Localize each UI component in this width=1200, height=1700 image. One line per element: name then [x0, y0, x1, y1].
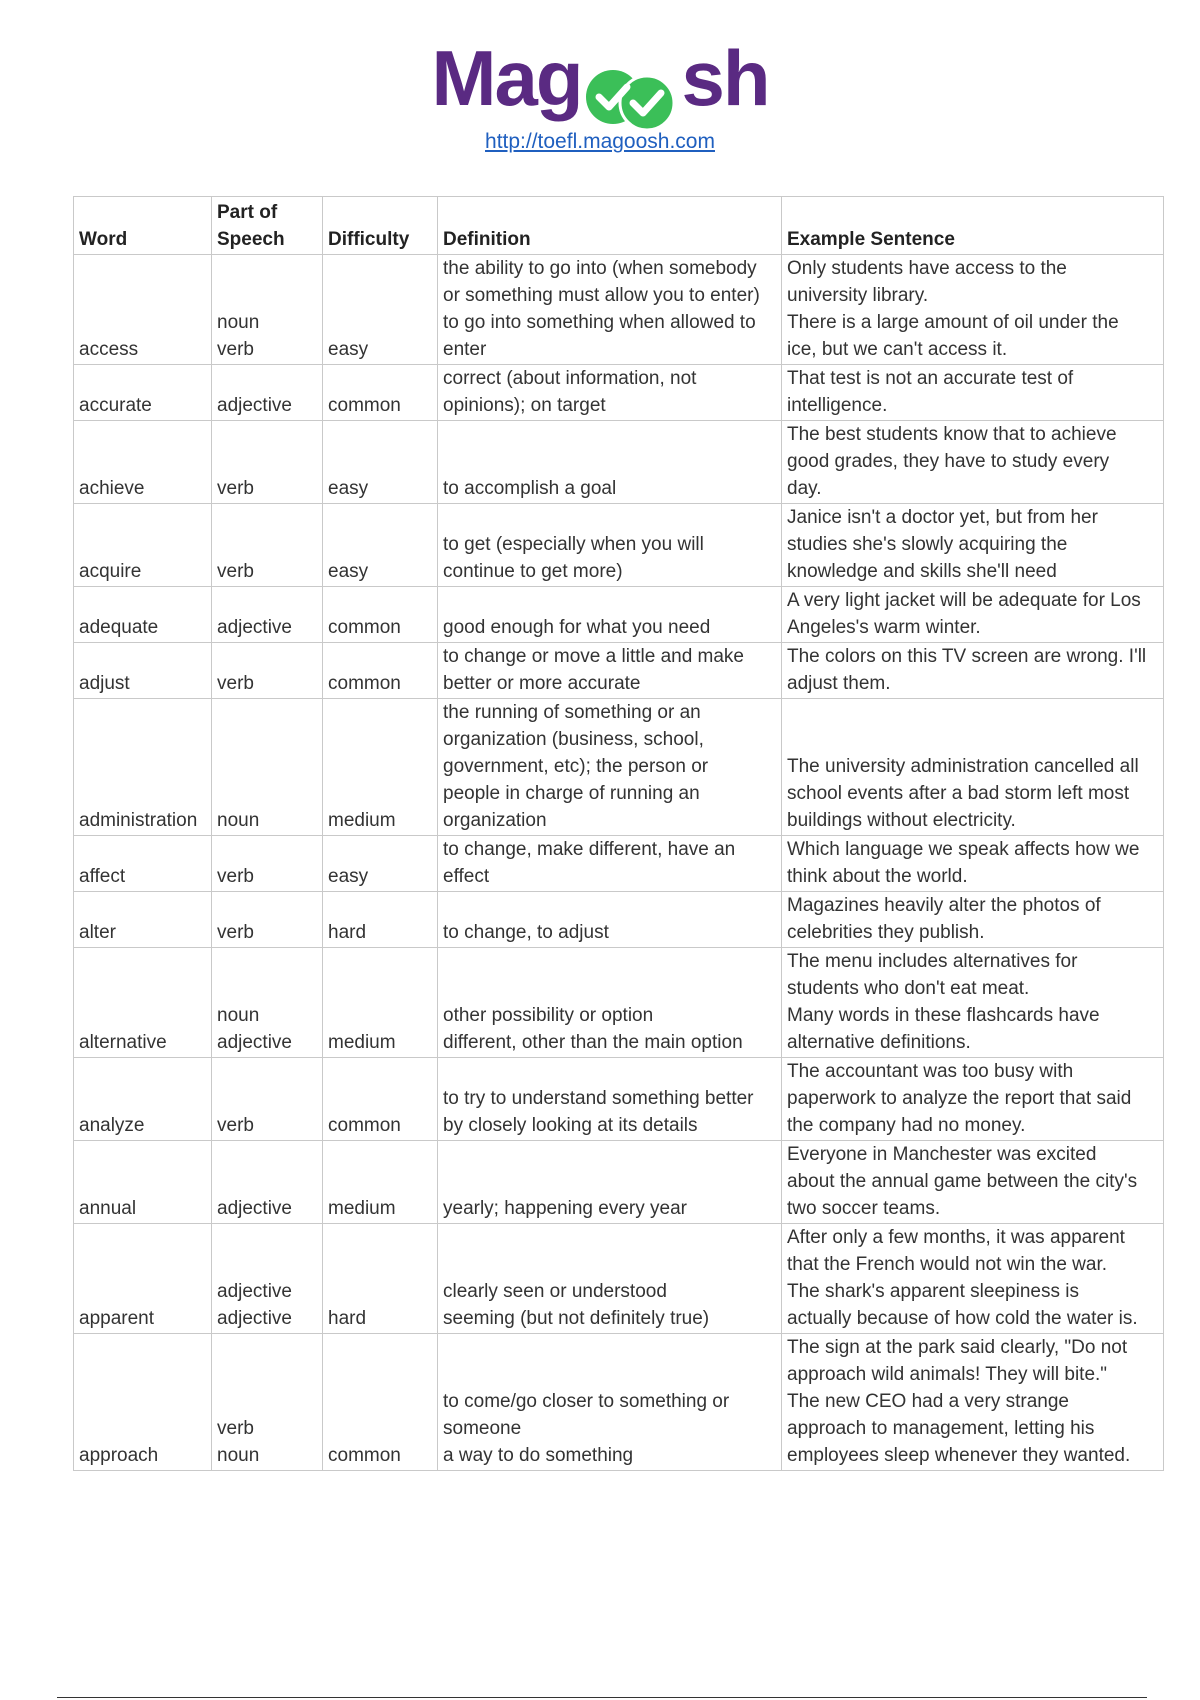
cell-example-sentence-line: studies she's slowly acquiring the	[787, 534, 1068, 555]
cell-example-sentence-line: That test is not an accurate test of	[787, 368, 1074, 389]
cell-definition	[438, 1141, 782, 1224]
cell-difficulty: common	[323, 365, 438, 421]
cell-word: analyze	[74, 1058, 212, 1141]
cell-part-of-speech-line: verb	[217, 1115, 254, 1136]
cell-difficulty: common	[323, 643, 438, 699]
cell-part-of-speech	[212, 892, 323, 948]
cell-word: achieve	[74, 421, 212, 504]
cell-example-sentence-line: The colors on this TV screen are wrong. I'll	[787, 646, 1147, 667]
cell-word: alternative	[74, 948, 212, 1058]
cell-example-sentence-line: adjust them.	[787, 673, 891, 694]
cell-part-of-speech-line: noun	[217, 1445, 260, 1466]
cell-definition	[438, 892, 782, 948]
cell-part-of-speech	[212, 643, 323, 699]
cell-part-of-speech-line: noun	[217, 1005, 260, 1026]
cell-definition-line: government, etc); the person or	[443, 756, 709, 777]
cell-example-sentence	[782, 836, 1164, 892]
cell-difficulty: easy	[323, 504, 438, 587]
cell-difficulty: medium	[323, 1141, 438, 1224]
cell-example-sentence	[782, 1224, 1164, 1334]
cell-word: administration	[74, 699, 212, 836]
page-header	[0, 28, 1200, 154]
cell-definition-line: to change, to adjust	[443, 922, 609, 943]
cell-definition-line: to change or move a little and make	[443, 646, 745, 667]
cell-example-sentence-line: university library.	[787, 285, 929, 306]
cell-part-of-speech-line: verb	[217, 673, 254, 694]
table-row	[74, 1058, 1164, 1141]
table-header-row	[74, 197, 1164, 255]
cell-definition-line: organization	[443, 810, 547, 831]
table-row	[74, 504, 1164, 587]
cell-definition	[438, 643, 782, 699]
cell-example-sentence-line: paperwork to analyze the report that said	[787, 1088, 1132, 1109]
cell-example-sentence-line: about the annual game between the city's	[787, 1171, 1138, 1192]
cell-definition-line: clearly seen or understood	[443, 1281, 667, 1302]
cell-difficulty: common	[323, 1058, 438, 1141]
cell-definition	[438, 836, 782, 892]
cell-definition-line: by closely looking at its details	[443, 1115, 698, 1136]
cell-part-of-speech-line: adjective	[217, 1281, 292, 1302]
cell-example-sentence	[782, 892, 1164, 948]
cell-part-of-speech	[212, 948, 323, 1058]
double-check-circles-icon	[581, 55, 681, 135]
cell-example-sentence-line: Many words in these flashcards have	[787, 1005, 1100, 1026]
cell-example-sentence-line: The new CEO had a very strange	[787, 1391, 1069, 1412]
table-row	[74, 255, 1164, 365]
cell-part-of-speech	[212, 365, 323, 421]
header-difficulty: Difficulty	[323, 197, 438, 255]
magoosh-url-link[interactable]: http://toefl.magoosh.com	[485, 130, 715, 153]
cell-part-of-speech-line: noun	[217, 810, 260, 831]
cell-example-sentence-line: buildings without electricity.	[787, 810, 1016, 831]
cell-part-of-speech-line: adjective	[217, 1308, 292, 1329]
cell-definition-line: a way to do something	[443, 1445, 634, 1466]
cell-example-sentence-line: ice, but we can't access it.	[787, 339, 1008, 360]
cell-part-of-speech	[212, 504, 323, 587]
cell-example-sentence-line: knowledge and skills she'll need	[787, 561, 1057, 582]
cell-example-sentence-line: The best students know that to achieve	[787, 424, 1117, 445]
footer-divider	[57, 1697, 1147, 1698]
table-row	[74, 365, 1164, 421]
cell-word: access	[74, 255, 212, 365]
cell-example-sentence-line: The shark's apparent sleepiness is	[787, 1281, 1079, 1302]
cell-definition-line: effect	[443, 866, 490, 887]
cell-definition-line: to get (especially when you will	[443, 534, 704, 555]
cell-definition-line: better or more accurate	[443, 673, 641, 694]
cell-example-sentence	[782, 255, 1164, 365]
cell-example-sentence	[782, 365, 1164, 421]
cell-part-of-speech	[212, 1058, 323, 1141]
cell-example-sentence-line: approach wild animals! They will bite."	[787, 1364, 1108, 1385]
cell-definition	[438, 255, 782, 365]
cell-word: acquire	[74, 504, 212, 587]
vocabulary-table	[73, 196, 1164, 1471]
cell-definition-line: correct (about information, not	[443, 368, 697, 389]
cell-example-sentence-line: students who don't eat meat.	[787, 978, 1030, 999]
cell-definition-line: to accomplish a goal	[443, 478, 617, 499]
magoosh-logo	[431, 28, 768, 128]
cell-example-sentence-line: two soccer teams.	[787, 1198, 941, 1219]
cell-example-sentence-line: A very light jacket will be adequate for Los	[787, 590, 1141, 611]
cell-example-sentence-line: The accountant was too busy with	[787, 1061, 1074, 1082]
cell-part-of-speech-line: verb	[217, 1418, 254, 1439]
table-row	[74, 836, 1164, 892]
cell-example-sentence	[782, 699, 1164, 836]
cell-definition	[438, 948, 782, 1058]
cell-example-sentence	[782, 504, 1164, 587]
cell-word: apparent	[74, 1224, 212, 1334]
cell-part-of-speech	[212, 255, 323, 365]
header-part-of-speech	[212, 197, 323, 255]
cell-word: adjust	[74, 643, 212, 699]
cell-definition	[438, 587, 782, 643]
cell-word: annual	[74, 1141, 212, 1224]
cell-definition	[438, 421, 782, 504]
cell-example-sentence-line: think about the world.	[787, 866, 968, 887]
cell-definition-line: to go into something when allowed to	[443, 312, 756, 333]
cell-part-of-speech-line: adjective	[217, 1032, 292, 1053]
cell-example-sentence	[782, 421, 1164, 504]
table-row	[74, 587, 1164, 643]
cell-word: alter	[74, 892, 212, 948]
cell-word: accurate	[74, 365, 212, 421]
cell-example-sentence-line: Angeles's warm winter.	[787, 617, 981, 638]
cell-part-of-speech	[212, 1141, 323, 1224]
cell-part-of-speech	[212, 836, 323, 892]
cell-definition-line: to change, make different, have an	[443, 839, 736, 860]
cell-example-sentence-line: There is a large amount of oil under the	[787, 312, 1119, 333]
cell-part-of-speech-line: verb	[217, 339, 254, 360]
cell-example-sentence	[782, 1058, 1164, 1141]
cell-part-of-speech	[212, 699, 323, 836]
cell-example-sentence-line: Magazines heavily alter the photos of	[787, 895, 1101, 916]
cell-definition	[438, 365, 782, 421]
cell-difficulty: common	[323, 1334, 438, 1471]
cell-word: affect	[74, 836, 212, 892]
cell-definition-line: enter	[443, 339, 487, 360]
cell-example-sentence-line: The university administration cancelled all	[787, 756, 1139, 777]
cell-example-sentence-line: intelligence.	[787, 395, 888, 416]
table-row	[74, 948, 1164, 1058]
cell-definition-line: opinions); on target	[443, 395, 606, 416]
table-row	[74, 1334, 1164, 1471]
cell-word: approach	[74, 1334, 212, 1471]
cell-difficulty: easy	[323, 421, 438, 504]
table-row	[74, 1224, 1164, 1334]
cell-example-sentence-line: approach to management, letting his	[787, 1418, 1095, 1439]
header-pos-line: Speech	[217, 229, 285, 250]
cell-example-sentence-line: actually because of how cold the water is.	[787, 1308, 1138, 1329]
cell-example-sentence-line: Only students have access to the	[787, 258, 1067, 279]
cell-definition-line: people in charge of running an	[443, 783, 700, 804]
cell-example-sentence-line: Everyone in Manchester was excited	[787, 1144, 1097, 1165]
cell-part-of-speech	[212, 587, 323, 643]
cell-example-sentence-line: The menu includes alternatives for	[787, 951, 1078, 972]
header-example-sentence: Example Sentence	[782, 197, 1164, 255]
cell-part-of-speech	[212, 1334, 323, 1471]
cell-part-of-speech-line: verb	[217, 866, 254, 887]
cell-part-of-speech-line: adjective	[217, 1198, 292, 1219]
cell-definition-line: organization (business, school,	[443, 729, 704, 750]
table-row	[74, 1141, 1164, 1224]
cell-definition-line: different, other than the main option	[443, 1032, 743, 1053]
cell-definition-line: seeming (but not definitely true)	[443, 1308, 710, 1329]
cell-part-of-speech	[212, 1224, 323, 1334]
header-word: Word	[74, 197, 212, 255]
cell-example-sentence-line: that the French would not win the war.	[787, 1254, 1108, 1275]
cell-definition-line: the running of something or an	[443, 702, 701, 723]
cell-definition-line: continue to get more)	[443, 561, 623, 582]
cell-part-of-speech-line: adjective	[217, 395, 292, 416]
cell-difficulty: hard	[323, 1224, 438, 1334]
cell-difficulty: medium	[323, 948, 438, 1058]
cell-definition-line: good enough for what you need	[443, 617, 711, 638]
logo-text-right: sh	[681, 34, 769, 122]
cell-definition-line: the ability to go into (when somebody	[443, 258, 757, 279]
cell-difficulty: hard	[323, 892, 438, 948]
cell-part-of-speech-line: verb	[217, 561, 254, 582]
cell-difficulty: medium	[323, 699, 438, 836]
cell-definition-line: to come/go closer to something or	[443, 1391, 730, 1412]
cell-example-sentence-line: day.	[787, 478, 822, 499]
cell-example-sentence	[782, 1334, 1164, 1471]
cell-example-sentence	[782, 948, 1164, 1058]
cell-example-sentence-line: The sign at the park said clearly, "Do not	[787, 1337, 1128, 1358]
cell-example-sentence-line: alternative definitions.	[787, 1032, 971, 1053]
table-body	[74, 255, 1164, 1471]
cell-example-sentence-line: good grades, they have to study every	[787, 451, 1110, 472]
cell-definition-line: to try to understand something better	[443, 1088, 754, 1109]
cell-definition-line: someone	[443, 1418, 522, 1439]
cell-definition-line: or something must allow you to enter)	[443, 285, 760, 306]
cell-difficulty: easy	[323, 255, 438, 365]
cell-word: adequate	[74, 587, 212, 643]
cell-example-sentence-line: Janice isn't a doctor yet, but from her	[787, 507, 1098, 528]
table-row	[74, 892, 1164, 948]
cell-example-sentence-line: the company had no money.	[787, 1115, 1026, 1136]
table-row	[74, 699, 1164, 836]
cell-example-sentence	[782, 643, 1164, 699]
cell-example-sentence	[782, 1141, 1164, 1224]
table-row	[74, 643, 1164, 699]
cell-part-of-speech-line: noun	[217, 312, 260, 333]
cell-definition-line: other possibility or option	[443, 1005, 654, 1026]
cell-example-sentence	[782, 587, 1164, 643]
cell-example-sentence-line: After only a few months, it was apparent	[787, 1227, 1125, 1248]
cell-example-sentence-line: Which language we speak affects how we	[787, 839, 1140, 860]
cell-example-sentence-line: school events after a bad storm left most	[787, 783, 1130, 804]
cell-definition	[438, 504, 782, 587]
header-pos-line: Part of	[217, 202, 278, 223]
cell-definition	[438, 1224, 782, 1334]
cell-part-of-speech-line: verb	[217, 922, 254, 943]
logo-text-left: Mag	[431, 34, 582, 122]
table-row	[74, 421, 1164, 504]
cell-part-of-speech-line: adjective	[217, 617, 292, 638]
cell-definition	[438, 1334, 782, 1471]
cell-difficulty: common	[323, 587, 438, 643]
cell-definition	[438, 1058, 782, 1141]
cell-example-sentence-line: celebrities they publish.	[787, 922, 985, 943]
cell-part-of-speech-line: verb	[217, 478, 254, 499]
cell-difficulty: easy	[323, 836, 438, 892]
cell-definition	[438, 699, 782, 836]
cell-part-of-speech	[212, 421, 323, 504]
header-definition: Definition	[438, 197, 782, 255]
cell-example-sentence-line: employees sleep whenever they wanted.	[787, 1445, 1131, 1466]
cell-definition-line: yearly; happening every year	[443, 1198, 687, 1219]
